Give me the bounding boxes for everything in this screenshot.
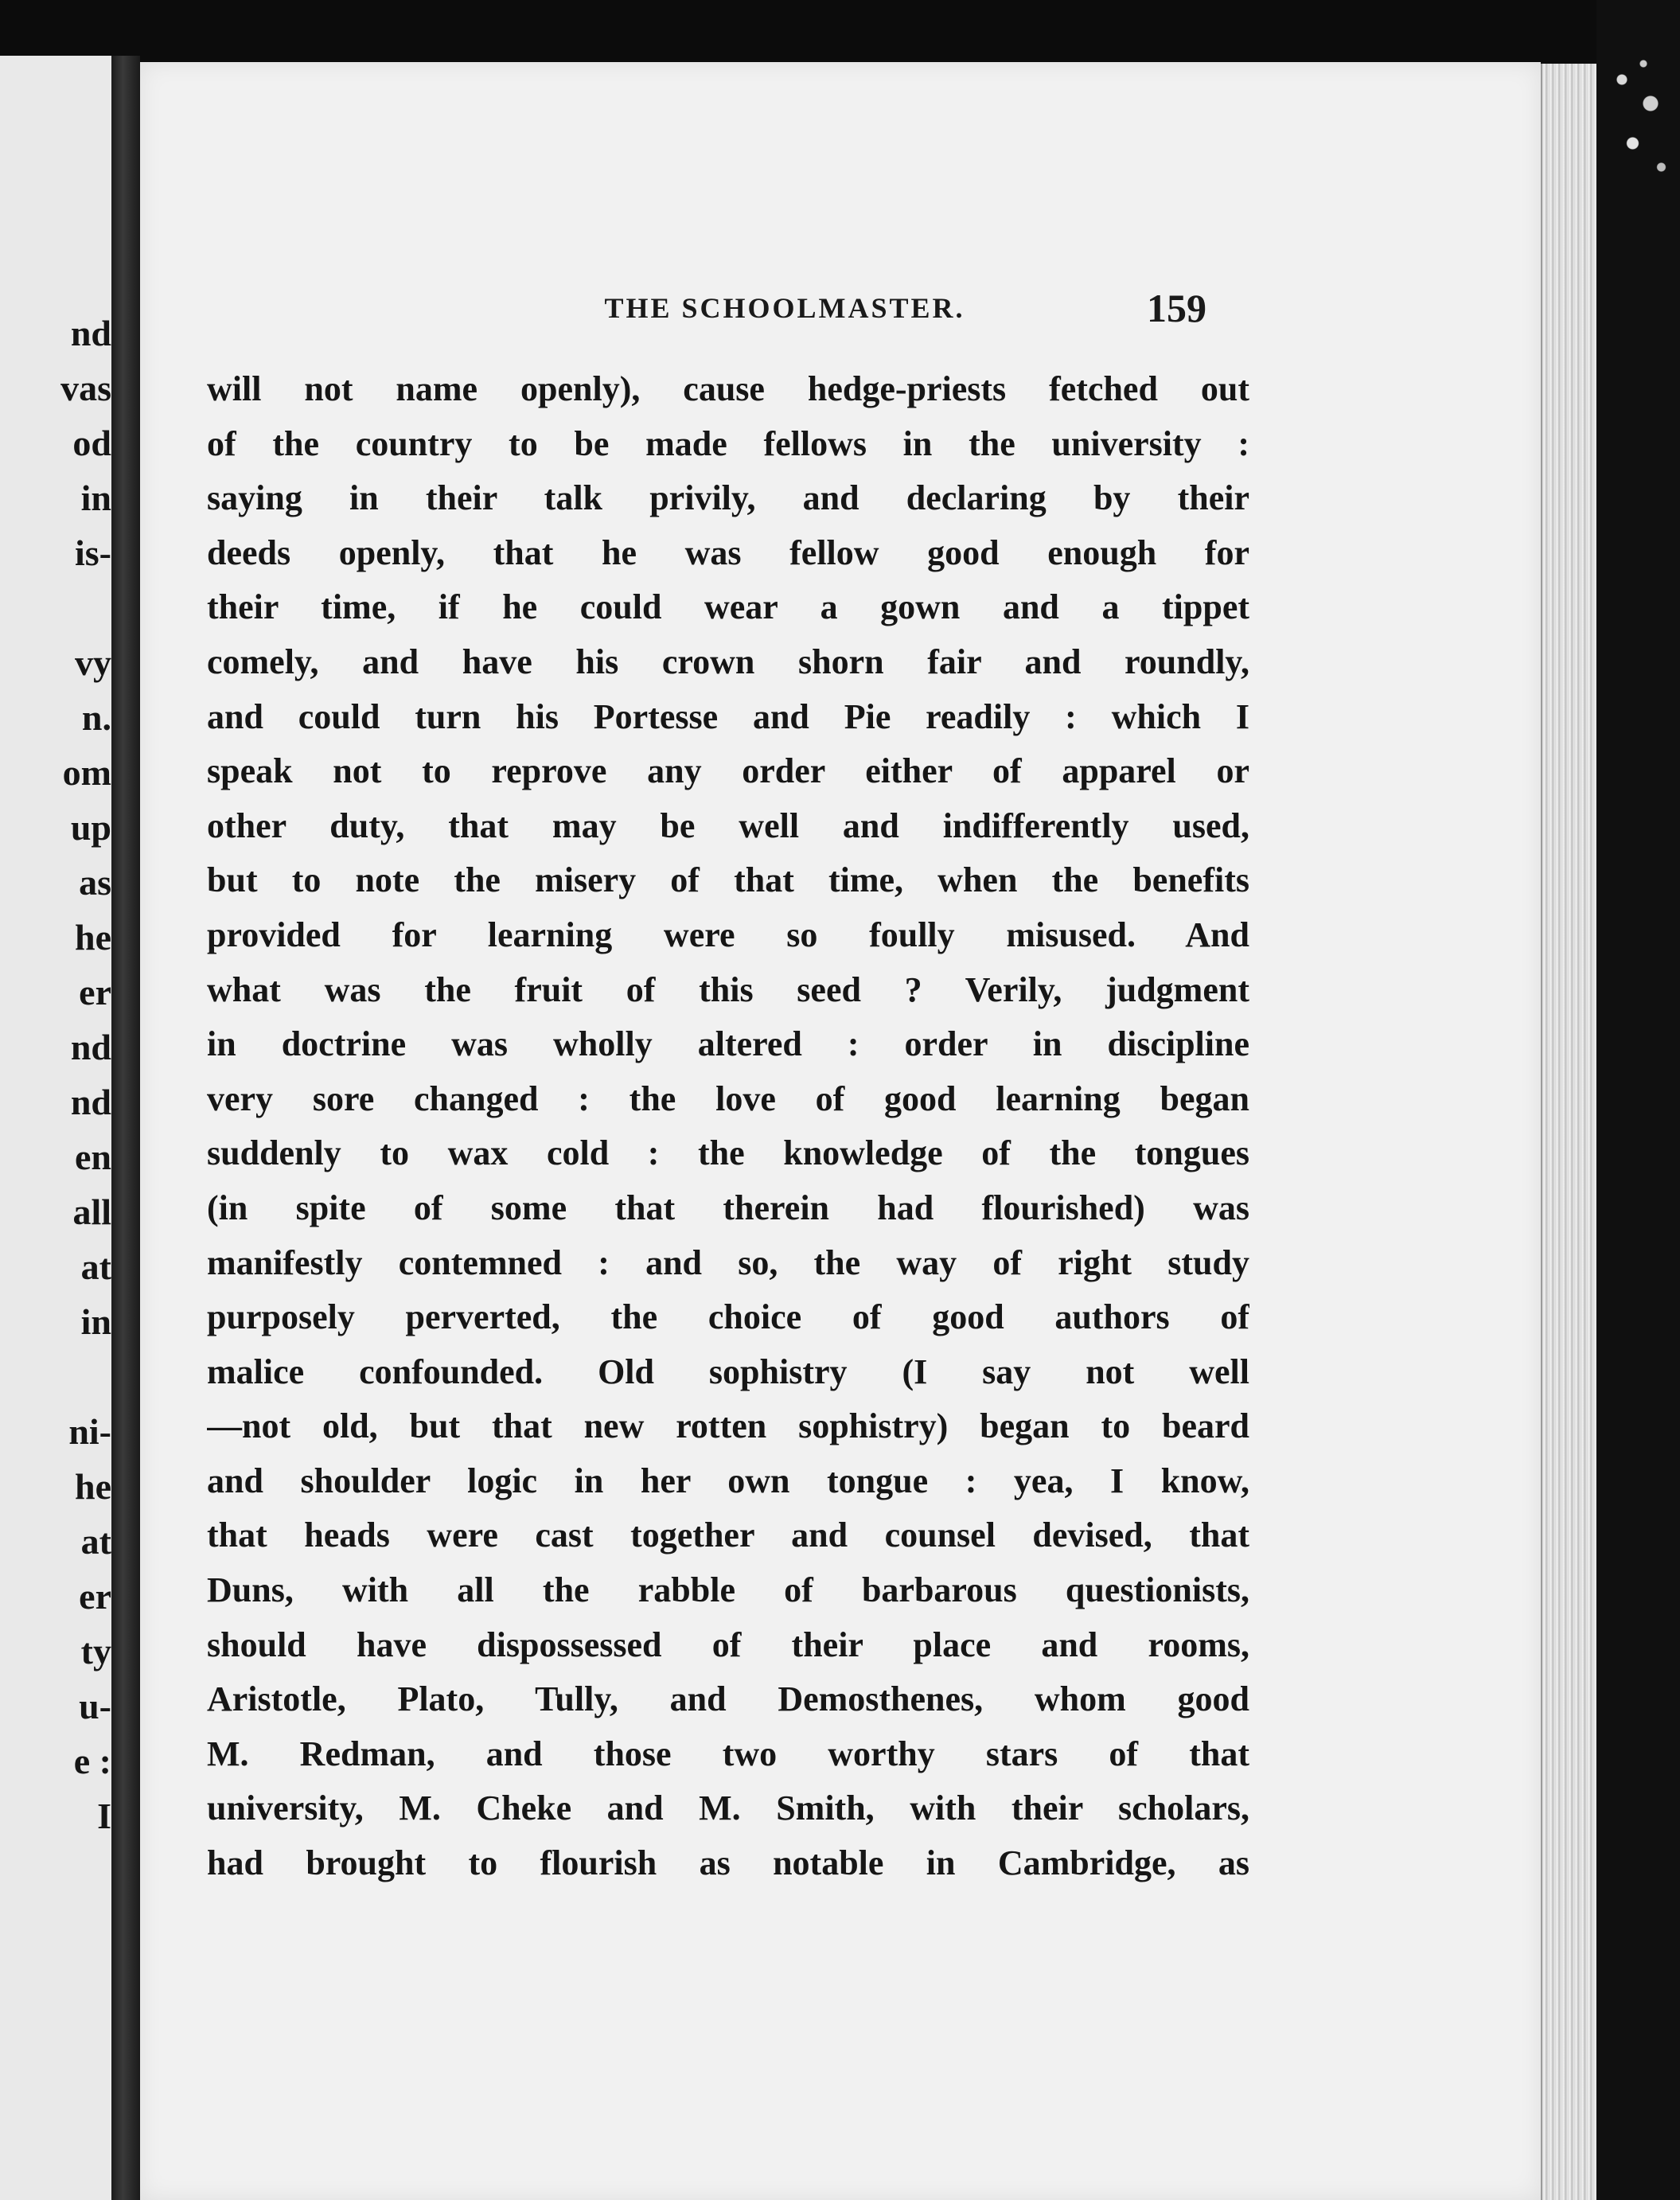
text-line: provided for learning were so foully misused. And [207,915,1249,954]
running-head [140,285,1541,333]
body-text [207,369,1249,1898]
text-line: manifestly contemned : and so, the way of right study [207,1242,1249,1282]
left-fragment: he [75,1466,111,1507]
scan-artifact [1608,48,1679,207]
text-line: purposely perverted, the choice of good authors of [207,1297,1249,1337]
text-line: very sore changed : the love of good learning began [207,1079,1249,1118]
left-fragment: nd [70,1027,111,1067]
left-fragment: at [80,1246,111,1287]
text-line: will not name openly), cause hedge-priests fetched out [207,369,1249,408]
left-fragment: vas [60,368,111,408]
scan-background [1596,0,1680,2200]
text-line: had brought to flourish as notable in Cambridge, as [207,1843,1249,1883]
text-line: M. Redman, and those two worthy stars of that [207,1734,1249,1773]
text-line: what was the fruit of this seed ? Verily, judgment [207,969,1249,1009]
left-fragment: ty [80,1631,111,1671]
left-fragment: e : [73,1741,111,1781]
text-line: suddenly to wax cold : the knowledge of the tongues [207,1133,1249,1173]
text-line: Duns, with all the rabble of barbarous questionists, [207,1570,1249,1610]
left-fragment: u- [79,1686,111,1726]
left-fragment: I [97,1796,111,1836]
left-fragment: in [80,1301,111,1342]
text-line: their time, if he could wear a gown and a tippet [207,587,1249,627]
text-line: comely, and have his crown shorn fair and roundly, [207,642,1249,681]
left-fragment: as [79,862,111,903]
left-fragment: he [75,917,111,958]
text-line: saying in their talk privily, and declaring by their [207,478,1249,518]
text-line: speak not to reprove any order either of apparel or [207,751,1249,791]
book-page [140,62,1541,2200]
facing-page-left [0,56,114,2200]
page-stack-edge [1541,64,1598,2200]
text-line: and could turn his Portesse and Pie readily : which I [207,696,1249,736]
text-line: university, M. Cheke and M. Smith, with their scholars, [207,1788,1249,1828]
left-fragment: is- [75,532,111,573]
left-fragment: n. [81,697,111,738]
left-fragment: at [80,1521,111,1562]
text-line: —not old, but that new rotten sophistry) began to beard [207,1406,1249,1446]
text-line: and shoulder logic in her own tongue : yea, I know, [207,1461,1249,1500]
left-fragment: up [70,807,111,848]
page-number: 159 [1147,286,1206,330]
text-line: deeds openly, that he was fellow good enough for [207,532,1249,572]
text-line: other duty, that may be well and indifferently used, [207,805,1249,845]
left-fragment: od [72,423,111,463]
text-line: that heads were cast together and counsel devised, that [207,1515,1249,1555]
left-fragment: nd [70,313,111,353]
left-fragment: er [79,1576,111,1617]
left-fragment: ni- [68,1411,111,1452]
left-fragment: nd [70,1082,111,1122]
left-fragment: all [72,1192,111,1232]
text-line: of the country to be made fellows in the university : [207,423,1249,463]
left-fragment: er [79,972,111,1012]
left-fragment: om [62,752,111,793]
running-head-title: THE SCHOOLMASTER. [604,292,965,324]
text-line: but to note the misery of that time, when the benefits [207,860,1249,900]
left-fragment: vy [75,642,111,683]
text-line: in doctrine was wholly altered : order in discipline [207,1024,1249,1064]
book-gutter [111,56,140,2200]
text-line: should have dispossessed of their place and rooms, [207,1625,1249,1664]
text-line: (in spite of some that therein had flourished) was [207,1188,1249,1227]
text-line: Aristotle, Plato, Tully, and Demosthenes, whom good [207,1679,1249,1719]
left-fragment: in [80,478,111,518]
text-line: malice confounded. Old sophistry (I say not well [207,1352,1249,1391]
left-fragment: en [75,1137,111,1177]
